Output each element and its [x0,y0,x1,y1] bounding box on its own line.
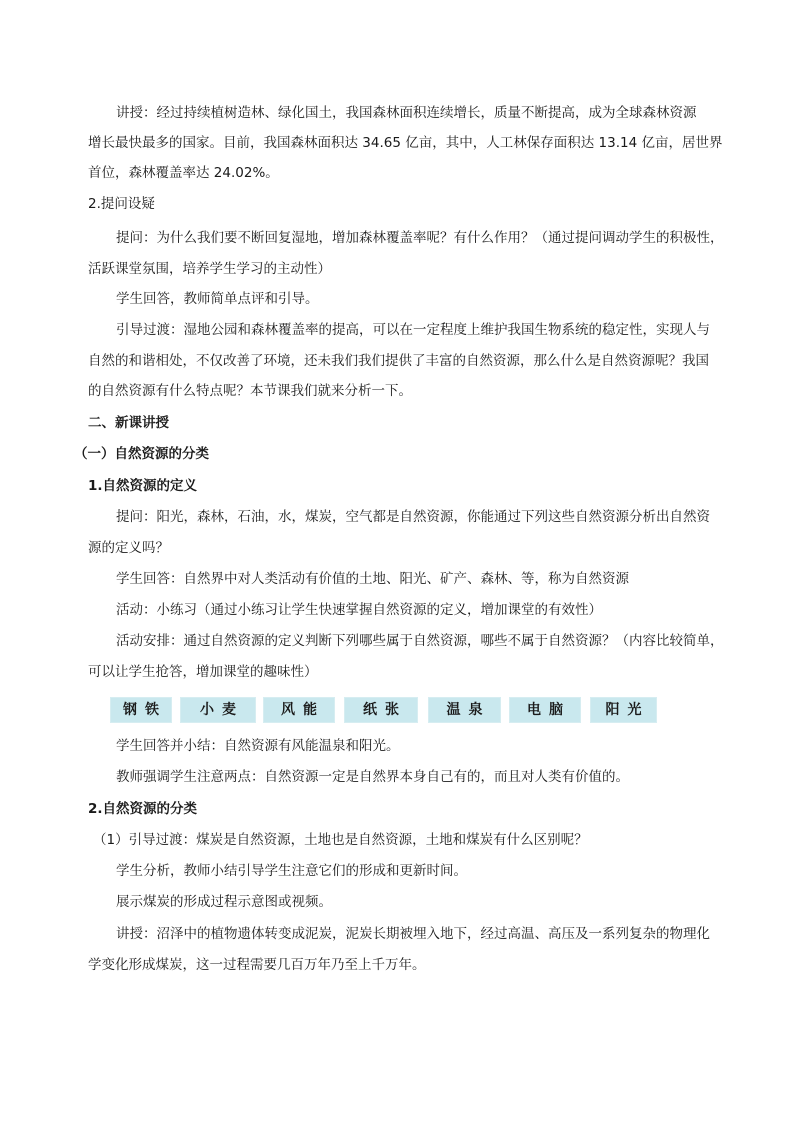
paragraph-line: 增长最快最多的国家。目前，我国森林面积达 34.65 亿亩，其中，人工林保存面积达 13.14 亿亩，居世界 [88,135,723,151]
resource-tag: 钢铁 [110,697,172,723]
paragraph-line: 可以让学生抢答，增加课堂的趣味性） [88,664,318,680]
paragraph-line: 活跃课堂氛围，培养学生学习的主动性） [88,261,331,277]
paragraph-line: 学生回答并小结：自然资源有风能温泉和阳光。 [116,738,400,754]
paragraph-line: 学生回答，教师简单点评和引导。 [116,291,319,307]
paragraph-line: （1）引导过渡：煤炭是自然资源，土地也是自然资源，土地和煤炭有什么区别呢？ [93,832,588,848]
paragraph-line: 源的定义吗？ [88,540,169,556]
section-heading: 2.提问设疑 [88,196,155,212]
resource-tag: 纸张 [344,697,418,723]
subsection-heading: 2.自然资源的分类 [88,801,198,817]
section-heading: 二、新课讲授 [88,415,169,431]
resource-tag: 小麦 [180,697,256,723]
resource-tag: 电脑 [509,697,581,723]
paragraph-line: 提问：阳光，森林，石油，水，煤炭，空气都是自然资源，你能通过下列这些自然资源分析出自然资 [116,509,710,525]
subsection-heading: （一）自然资源的分类 [74,446,209,462]
paragraph-line: 讲授：经过持续植树造林、绿化国土，我国森林面积连续增长，质量不断提高，成为全球森林资源 [116,105,697,121]
paragraph-line: 引导过渡：湿地公园和森林覆盖率的提高，可以在一定程度上维护我国生物系统的稳定性，实现人与 [116,322,710,338]
paragraph-line: 讲授：沼泽中的植物遗体转变成泥炭，泥炭长期被埋入地下，经过高温、高压及一系列复杂的物理化 [116,926,710,942]
paragraph-line: 教师强调学生注意两点：自然资源一定是自然界本身自己有的，而且对人类有价值的。 [116,769,629,785]
paragraph-line: 提问：为什么我们要不断回复湿地，增加森林覆盖率呢？有什么作用？（通过提问调动学生的积极性， [116,230,724,246]
paragraph-line: 活动安排：通过自然资源的定义判断下列哪些属于自然资源，哪些不属于自然资源？（内容比较简单， [116,633,724,649]
paragraph-line: 展示煤炭的形成过程示意图或视频。 [116,894,332,910]
resource-tag-row [110,697,655,723]
paragraph-line: 学生分析，教师小结引导学生注意它们的形成和更新时间。 [116,863,467,879]
resource-tag: 风能 [263,697,335,723]
paragraph-line: 自然的和谐相处，不仅改善了环境，还未我们我们提供了丰富的自然资源，那么什么是自然资源呢？我国 [88,353,709,369]
subsection-heading: 1.自然资源的定义 [88,478,198,494]
resource-tag: 温泉 [428,697,501,723]
paragraph-line: 的自然资源有什么特点呢？本节课我们就来分析一下。 [88,383,412,399]
paragraph-line: 学生回答：自然界中对人类活动有价值的土地、阳光、矿产、森林、等，称为自然资源 [116,571,629,587]
paragraph-line: 学变化形成煤炭，这一过程需要几百万年乃至上千万年。 [88,957,426,973]
paragraph-line: 活动：小练习（通过小练习让学生快速掌握自然资源的定义，增加课堂的有效性） [116,602,602,618]
paragraph-line: 首位，森林覆盖率达 24.02%。 [88,165,279,181]
resource-tag: 阳光 [590,697,657,723]
